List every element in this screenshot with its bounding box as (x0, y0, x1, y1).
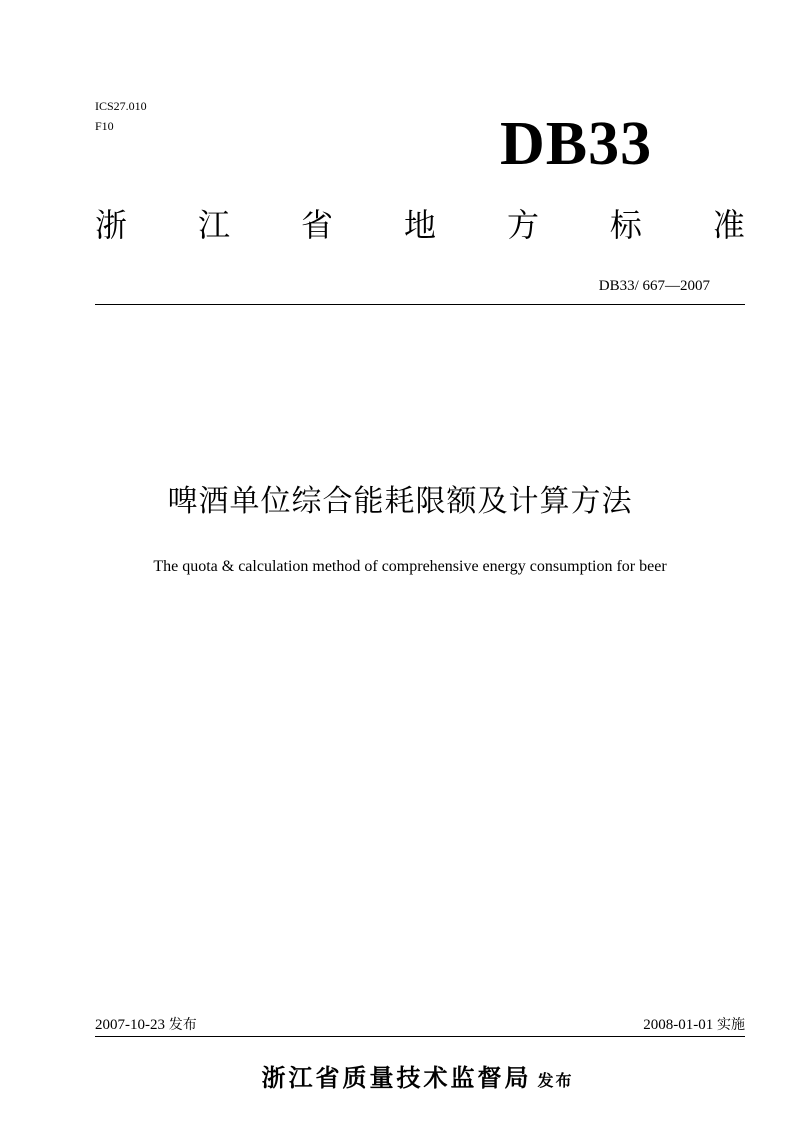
implementation-label: 实施 (717, 1017, 745, 1033)
standard-type-heading (95, 200, 745, 250)
standard-type-char: 准 (712, 206, 745, 244)
standard-type-char: 江 (197, 206, 230, 244)
standard-type-char: 省 (300, 206, 333, 244)
publisher-line (0, 1058, 800, 1101)
ccs-code: F10 (95, 119, 114, 133)
standard-type-char: 浙 (95, 206, 128, 244)
header-divider (95, 304, 745, 305)
footer-divider (95, 1036, 745, 1037)
implementation-date: 2008-01-01 (643, 1017, 714, 1033)
implementation-date-line (545, 1015, 745, 1035)
issue-date: 2007-10-23 (95, 1017, 165, 1033)
standard-type-char: 标 (609, 206, 642, 244)
standard-type-char: 方 (506, 206, 539, 244)
publisher-suffix: 发布 (537, 1071, 574, 1090)
standard-mark: DB33 (500, 110, 653, 178)
publisher-name: 浙江省质量技术监督局 (261, 1064, 532, 1092)
standard-number: DB33/ 667—2007 (598, 278, 710, 294)
issue-date-line (95, 1015, 197, 1035)
standard-type-char: 地 (403, 206, 436, 244)
document-title-chinese: 啤酒单位综合能耗限额及计算方法 (167, 484, 633, 519)
ics-code: ICS27.010 (95, 99, 147, 113)
document-title-english: The quota & calculation method of comprehensive energy consumption for beer (153, 558, 667, 575)
issue-label: 发布 (168, 1017, 197, 1033)
